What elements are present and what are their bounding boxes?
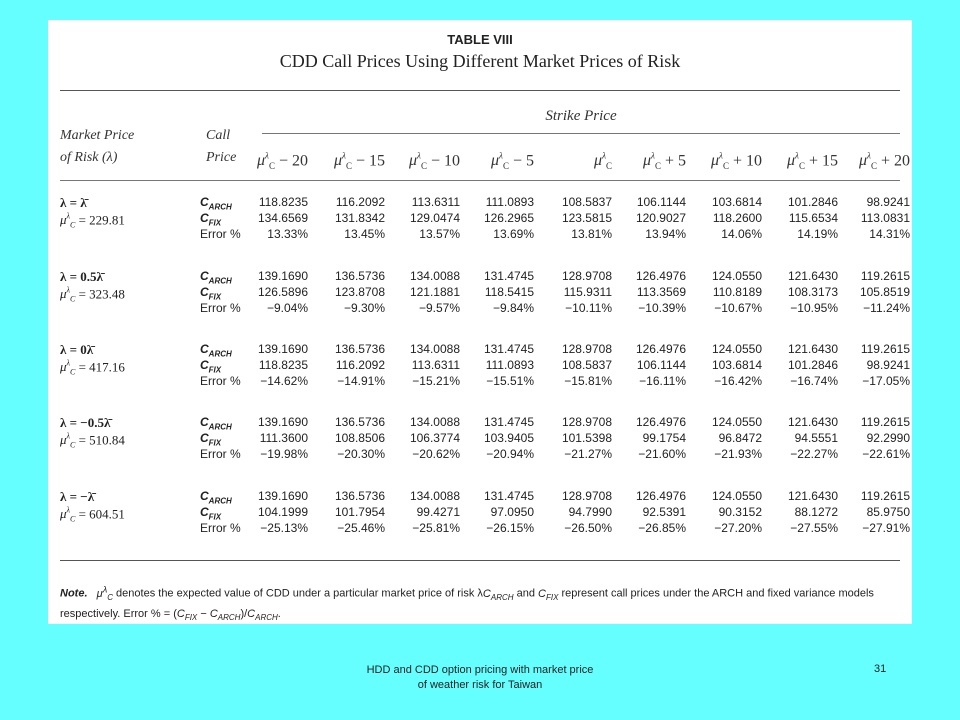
table-cell: 94.5551 bbox=[794, 431, 838, 445]
header-rule bbox=[60, 180, 900, 181]
header-strike-price: Strike Price bbox=[545, 108, 617, 124]
strike-col-header: $\mu^\lambda_C + 5$ bbox=[643, 151, 686, 172]
table-cell: 113.6311 bbox=[411, 358, 460, 372]
row-label-error: Error % bbox=[200, 521, 241, 535]
bottom-rule bbox=[60, 560, 900, 561]
table-cell: 136.5736 bbox=[334, 269, 385, 283]
table-cell: −9.84% bbox=[492, 301, 534, 315]
table-cell: −9.57% bbox=[418, 301, 460, 315]
table-cell: 126.4976 bbox=[635, 489, 686, 503]
row-label-c-fix: $C_{FIX}$ bbox=[200, 505, 222, 522]
table-cell: −27.55% bbox=[790, 521, 838, 535]
table-cell: 115.6534 bbox=[788, 211, 838, 225]
top-rule bbox=[60, 90, 900, 91]
table-cell: 134.6569 bbox=[257, 211, 308, 225]
table-cell: −9.04% bbox=[266, 301, 308, 315]
table-cell: −15.81% bbox=[564, 374, 612, 388]
table-cell: 136.5736 bbox=[334, 489, 385, 503]
mu-label: $\mu^\lambda_C = 323.48$ bbox=[60, 286, 125, 304]
table-cell: 14.06% bbox=[721, 227, 762, 241]
table-cell: −25.13% bbox=[260, 521, 308, 535]
table-cell: 103.6814 bbox=[711, 358, 762, 372]
table-cell: 108.5837 bbox=[561, 195, 612, 209]
table-cell: −11.24% bbox=[863, 301, 910, 315]
row-label-c-arch: $C_{ARCH}$ bbox=[200, 195, 232, 212]
table-cell: −25.46% bbox=[337, 521, 385, 535]
table-cell: 101.7954 bbox=[334, 505, 385, 519]
table-cell: −26.50% bbox=[564, 521, 612, 535]
table-cell: 118.8235 bbox=[258, 358, 308, 372]
table-cell: −16.42% bbox=[714, 374, 762, 388]
table-cell: 119.2615 bbox=[860, 415, 910, 429]
table-cell: −9.30% bbox=[343, 301, 385, 315]
table-cell: 119.2615 bbox=[860, 342, 910, 356]
lambda-label: λ = 0λ̄ bbox=[60, 342, 94, 357]
table-cell: 126.5896 bbox=[257, 285, 308, 299]
row-label-c-arch: $C_{ARCH}$ bbox=[200, 269, 232, 286]
table-cell: 118.5415 bbox=[484, 285, 534, 299]
row-label-error: Error % bbox=[200, 227, 241, 241]
table-cell: 108.3173 bbox=[787, 285, 838, 299]
table-cell: 14.31% bbox=[869, 227, 910, 241]
mu-label: $\mu^\lambda_C = 417.16$ bbox=[60, 359, 125, 377]
table-cell: 128.9708 bbox=[561, 415, 612, 429]
strike-col-header: $\mu^\lambda_C - 15$ bbox=[334, 151, 385, 172]
table-cell: 136.5736 bbox=[334, 342, 385, 356]
table-cell: −27.20% bbox=[714, 521, 762, 535]
table-cell: −20.30% bbox=[337, 447, 385, 461]
table-cell: 134.0088 bbox=[409, 269, 460, 283]
table-cell: −22.61% bbox=[862, 447, 910, 461]
table-cell: 121.6430 bbox=[787, 269, 838, 283]
row-label-error: Error % bbox=[200, 374, 241, 388]
table-cell: 111.0893 bbox=[485, 358, 534, 372]
table-cell: 97.0950 bbox=[490, 505, 534, 519]
table-cell: 118.8235 bbox=[258, 195, 308, 209]
strike-col-header: $\mu^\lambda_C + 15$ bbox=[787, 151, 838, 172]
table-cell: 99.4271 bbox=[416, 505, 460, 519]
strike-col-header: $\mu^\lambda_C - 5$ bbox=[491, 151, 534, 172]
table-cell: −22.27% bbox=[790, 447, 838, 461]
slide-footer: HDD and CDD option pricing with market price of weather risk for Taiwan bbox=[366, 664, 594, 691]
table-cell: 120.9027 bbox=[635, 211, 686, 225]
table-cell: 131.4745 bbox=[483, 342, 534, 356]
table-cell: 13.94% bbox=[645, 227, 686, 241]
table-cell: 111.0893 bbox=[485, 195, 534, 209]
table-cell: 90.3152 bbox=[718, 505, 762, 519]
table-cell: 13.69% bbox=[493, 227, 534, 241]
table-cell: 92.2990 bbox=[866, 431, 910, 445]
table-cell: 119.2615 bbox=[860, 269, 910, 283]
table-cell: 123.8708 bbox=[334, 285, 385, 299]
table-cell: −10.95% bbox=[790, 301, 838, 315]
table-cell: −10.11% bbox=[565, 301, 612, 315]
mu-label: $\mu^\lambda_C = 604.51$ bbox=[60, 506, 125, 524]
table-title: CDD Call Prices Using Different Market Prices of Risk bbox=[279, 51, 681, 71]
row-label-error: Error % bbox=[200, 447, 241, 461]
header-market-price: Market Price of Risk (λ) bbox=[60, 128, 135, 165]
table-cell: 116.2092 bbox=[335, 358, 385, 372]
slide-page-number: 31 bbox=[874, 663, 887, 675]
table-cell: 134.0088 bbox=[409, 415, 460, 429]
table-cell: 111.3600 bbox=[259, 431, 308, 445]
table-cell: −21.93% bbox=[714, 447, 762, 461]
table-cell: 121.6430 bbox=[787, 342, 838, 356]
table-cell: 131.4745 bbox=[483, 269, 534, 283]
table-cell: 128.9708 bbox=[561, 342, 612, 356]
header-call-price: Call Price bbox=[206, 128, 237, 165]
table-cell: 121.1881 bbox=[409, 285, 460, 299]
table-cell: 94.7990 bbox=[568, 505, 612, 519]
strike-col-header: $\mu^\lambda_C - 10$ bbox=[409, 151, 460, 172]
mu-label: $\mu^\lambda_C = 510.84$ bbox=[60, 432, 125, 450]
table-cell: 108.8506 bbox=[334, 431, 385, 445]
table-cell: 118.2600 bbox=[712, 211, 762, 225]
table-cell: 131.8342 bbox=[334, 211, 385, 225]
table-cell: 103.6814 bbox=[711, 195, 762, 209]
table-cell: 131.4745 bbox=[483, 415, 534, 429]
table-cell: 108.5837 bbox=[561, 358, 612, 372]
table-cell: −10.67% bbox=[714, 301, 762, 315]
table-cell: 113.0831 bbox=[860, 211, 910, 225]
table-cell: −25.81% bbox=[412, 521, 460, 535]
table-cell: 14.19% bbox=[797, 227, 838, 241]
table-cell: 124.0550 bbox=[711, 342, 762, 356]
table-cell: 99.1754 bbox=[642, 431, 686, 445]
table-cell: 98.9241 bbox=[866, 358, 910, 372]
strike-col-header: $\mu^\lambda_C - 20$ bbox=[257, 151, 308, 172]
table-cell: 116.2092 bbox=[335, 195, 385, 209]
strike-col-header: $\mu^\lambda_C$ bbox=[594, 151, 612, 172]
table-cell: 129.0474 bbox=[409, 211, 460, 225]
row-label-c-fix: $C_{FIX}$ bbox=[200, 358, 222, 375]
table-cell: 101.2846 bbox=[787, 358, 838, 372]
table-cell: 85.9750 bbox=[866, 505, 910, 519]
table-cell: −19.98% bbox=[260, 447, 308, 461]
table-cell: 103.9405 bbox=[483, 431, 534, 445]
table-panel bbox=[48, 20, 912, 624]
table-cell: −17.05% bbox=[862, 374, 910, 388]
table-cell: 119.2615 bbox=[860, 489, 910, 503]
row-label-c-fix: $C_{FIX}$ bbox=[200, 431, 222, 448]
table-number: TABLE VIII bbox=[447, 32, 513, 47]
table-cell: 139.1690 bbox=[257, 342, 308, 356]
strike-col-header: $\mu^\lambda_C + 10$ bbox=[711, 151, 762, 172]
table-cell: −15.51% bbox=[486, 374, 534, 388]
table-cell: 113.6311 bbox=[411, 195, 460, 209]
lambda-label: λ = −0.5λ̄ bbox=[60, 415, 111, 430]
table-cell: −10.39% bbox=[638, 301, 686, 315]
table-cell: 106.1144 bbox=[636, 358, 686, 372]
lambda-label: λ = −λ̄ bbox=[60, 489, 95, 504]
table-cell: 113.3569 bbox=[636, 285, 686, 299]
table-cell: −14.91% bbox=[337, 374, 385, 388]
table-cell: 124.0550 bbox=[711, 489, 762, 503]
table-cell: 134.0088 bbox=[409, 489, 460, 503]
table-cell: 123.5815 bbox=[561, 211, 612, 225]
table-cell: 128.9708 bbox=[561, 269, 612, 283]
table-cell: −15.21% bbox=[412, 374, 460, 388]
table-cell: 13.57% bbox=[419, 227, 460, 241]
table-cell: 105.8519 bbox=[859, 285, 910, 299]
table-cell: 124.0550 bbox=[711, 415, 762, 429]
table-cell: −26.15% bbox=[486, 521, 534, 535]
row-label-error: Error % bbox=[200, 301, 241, 315]
table-cell: 126.4976 bbox=[635, 415, 686, 429]
table-cell: 121.6430 bbox=[787, 415, 838, 429]
table-cell: 121.6430 bbox=[787, 489, 838, 503]
table-cell: 139.1690 bbox=[257, 489, 308, 503]
table-cell: 13.45% bbox=[344, 227, 385, 241]
table-cell: 128.9708 bbox=[561, 489, 612, 503]
strike-rule bbox=[262, 133, 900, 134]
table-cell: 131.4745 bbox=[483, 489, 534, 503]
table-cell: −14.62% bbox=[260, 374, 308, 388]
table-cell: −21.27% bbox=[564, 447, 612, 461]
table-cell: 98.9241 bbox=[866, 195, 910, 209]
table-cell: −21.60% bbox=[638, 447, 686, 461]
table-cell: 126.4976 bbox=[635, 269, 686, 283]
table-cell: 139.1690 bbox=[257, 415, 308, 429]
lambda-label: λ = λ̄ bbox=[60, 195, 87, 210]
table-note: Note. $\mu^\lambda_C$ denotes the expected value of CDD under a particular market price of risk $\lambda C_{ARCH}$ and $C_{FIX}$ represent call prices under the ARCH and fixed variance models respectively. Error % = $(C_{FIX} - C_{ARCH})/C_{ARCH}$. bbox=[60, 584, 874, 623]
table-cell: 106.3774 bbox=[409, 431, 460, 445]
table-cell: 92.5391 bbox=[642, 505, 686, 519]
row-label-c-arch: $C_{ARCH}$ bbox=[200, 489, 232, 506]
table-cell: 101.5398 bbox=[561, 431, 612, 445]
row-label-c-arch: $C_{ARCH}$ bbox=[200, 415, 232, 432]
table-cell: 88.1272 bbox=[794, 505, 838, 519]
table-cell: 101.2846 bbox=[787, 195, 838, 209]
table-cell: 124.0550 bbox=[711, 269, 762, 283]
table-cell: 136.5736 bbox=[334, 415, 385, 429]
table-cell: −20.62% bbox=[412, 447, 460, 461]
table-cell: 139.1690 bbox=[257, 269, 308, 283]
mu-label: $\mu^\lambda_C = 229.81$ bbox=[60, 212, 125, 230]
table-cell: 104.1999 bbox=[257, 505, 308, 519]
table-cell: 110.8189 bbox=[712, 285, 762, 299]
row-label-c-fix: $C_{FIX}$ bbox=[200, 285, 222, 302]
table-cell: −16.11% bbox=[639, 374, 686, 388]
table-cell: 106.1144 bbox=[636, 195, 686, 209]
table-cell: −27.91% bbox=[862, 521, 910, 535]
table-cell: −20.94% bbox=[486, 447, 534, 461]
table-cell: 115.9311 bbox=[563, 285, 612, 299]
table-cell: 134.0088 bbox=[409, 342, 460, 356]
row-label-c-fix: $C_{FIX}$ bbox=[200, 211, 222, 228]
table-cell: 96.8472 bbox=[718, 431, 762, 445]
table-cell: 126.4976 bbox=[635, 342, 686, 356]
table-cell: −26.85% bbox=[638, 521, 686, 535]
table-cell: 126.2965 bbox=[483, 211, 534, 225]
strike-col-header: $\mu^\lambda_C + 20$ bbox=[859, 151, 910, 172]
row-label-c-arch: $C_{ARCH}$ bbox=[200, 342, 232, 359]
lambda-label: λ = 0.5λ̄ bbox=[60, 269, 103, 284]
table-cell: 13.33% bbox=[267, 227, 308, 241]
table-cell: −16.74% bbox=[790, 374, 838, 388]
table-cell: 13.81% bbox=[571, 227, 612, 241]
